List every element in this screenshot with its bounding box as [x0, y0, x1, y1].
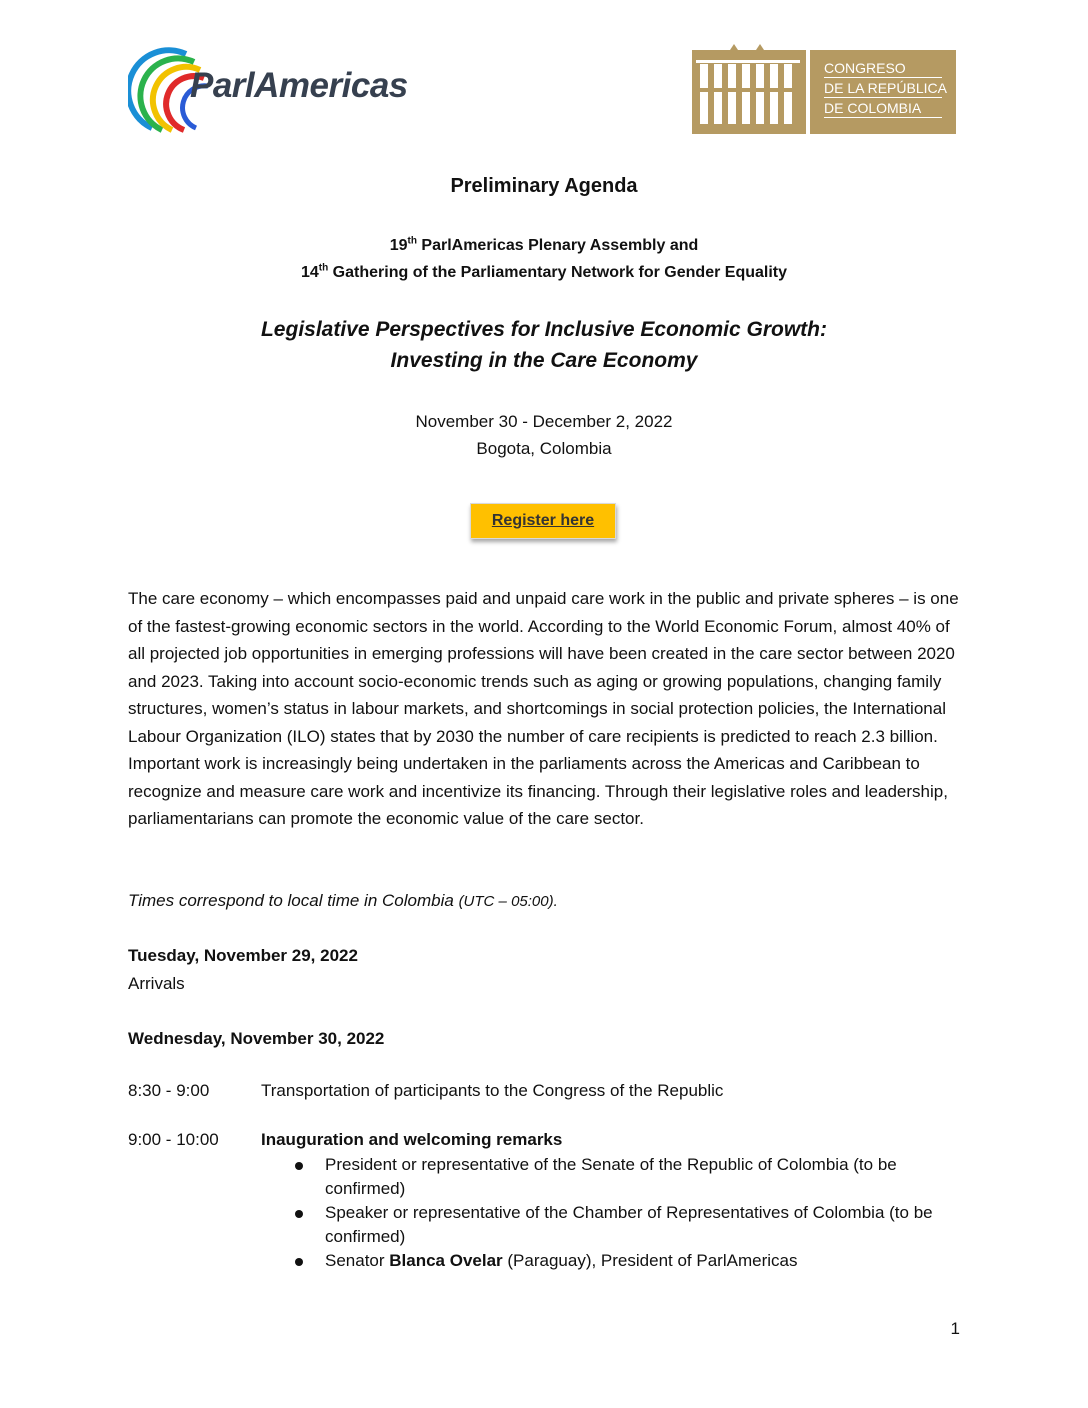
time-note [128, 887, 962, 916]
bullet-icon [295, 1258, 303, 1266]
divider [824, 77, 942, 78]
event-line-2 [0, 264, 1088, 282]
time-note-text: Times correspond to local time in Colombia [128, 891, 454, 910]
page-title: Preliminary Agenda [450, 175, 638, 197]
ordinal-suffix: th [407, 235, 417, 247]
day-note: Arrivals [128, 974, 185, 993]
ordinal-suffix: th [318, 262, 329, 274]
time-note-tz: (UTC – 05:00). [458, 893, 558, 910]
list-item [290, 1153, 950, 1201]
theme-line-2: Investing in the Care Economy [390, 349, 698, 372]
event-line-1 [0, 237, 1088, 255]
event-line-1-text: ParlAmericas Plenary Assembly and [416, 237, 699, 254]
list-item [290, 1249, 950, 1273]
congreso-line-2: DE LA REPÚBLICA [824, 80, 947, 96]
ordinal-number: 19 [389, 237, 408, 254]
congreso-name-box [810, 50, 956, 134]
congreso-logo [690, 44, 956, 134]
congreso-line-3: DE COLOMBIA [824, 100, 922, 116]
list-item-text: Senator [325, 1251, 390, 1270]
event-location: Bogota, Colombia [476, 439, 612, 458]
session-time: 9:00 - 10:00 [128, 1130, 219, 1149]
day-heading: Wednesday, November 30, 2022 [128, 1029, 385, 1048]
session-title: Transportation of participants to the Congress of the Republic [261, 1081, 724, 1100]
page-number: 1 [950, 1319, 960, 1338]
capitol-building-icon [690, 44, 808, 134]
session-title: Inauguration and welcoming remarks [261, 1130, 563, 1149]
bullet-icon [295, 1162, 303, 1170]
bullet-icon [295, 1210, 303, 1218]
list-item [290, 1201, 950, 1249]
list-item-text: President or representative of the Senate of the Republic of Colombia (to be confirmed) [325, 1155, 897, 1198]
list-item-text: (Paraguay), President of ParlAmericas [502, 1251, 798, 1270]
divider [824, 117, 942, 118]
theme-line-1: Legislative Perspectives for Inclusive Economic Growth: [260, 318, 827, 341]
congreso-line-1: CONGRESO [824, 60, 906, 76]
intro-paragraph: The care economy – which encompasses paid and unpaid care work in the public and private spheres – is one of the fastest-growing economic sectors in the world. According to the World Economic Forum, almost 40% of all projected job opportunities in emerging professions will have been created in the care sector between 2020 and 2023. Taking into account socio-economic trends such as aging or growing populations, changing family structures, women’s status in labour markets, and shortcomings in social protection policies, the International Labour Organization (ILO) states that by 2030 the number of care recipients is predicted to reach 2.3 billion. Important work is increasingly being undertaken in the parliaments across the Americas and Caribbean to recognize and measure care work and incentivize its financing. Through their legislative roles and leadership, parliamentarians can promote the economic value of the care sector. [128, 589, 959, 828]
event-line-2-text: Gathering of the Parliamentary Network for Gender Equality [328, 264, 787, 281]
session-time: 8:30 - 9:00 [128, 1081, 210, 1100]
speaker-list [290, 1153, 950, 1273]
register-button[interactable]: Register here [470, 503, 616, 539]
day-heading: Tuesday, November 29, 2022 [128, 946, 358, 965]
speaker-name: Blanca Ovelar [389, 1251, 503, 1270]
ordinal-number: 14 [300, 264, 319, 281]
list-item-text: Speaker or representative of the Chamber of Representatives of Colombia (to be confirmed) [325, 1203, 933, 1246]
event-dates: November 30 - December 2, 2022 [415, 412, 673, 431]
divider [824, 97, 942, 98]
parlamericas-logo [128, 46, 438, 136]
parlamericas-wordmark: ParlAmericas [190, 66, 408, 105]
